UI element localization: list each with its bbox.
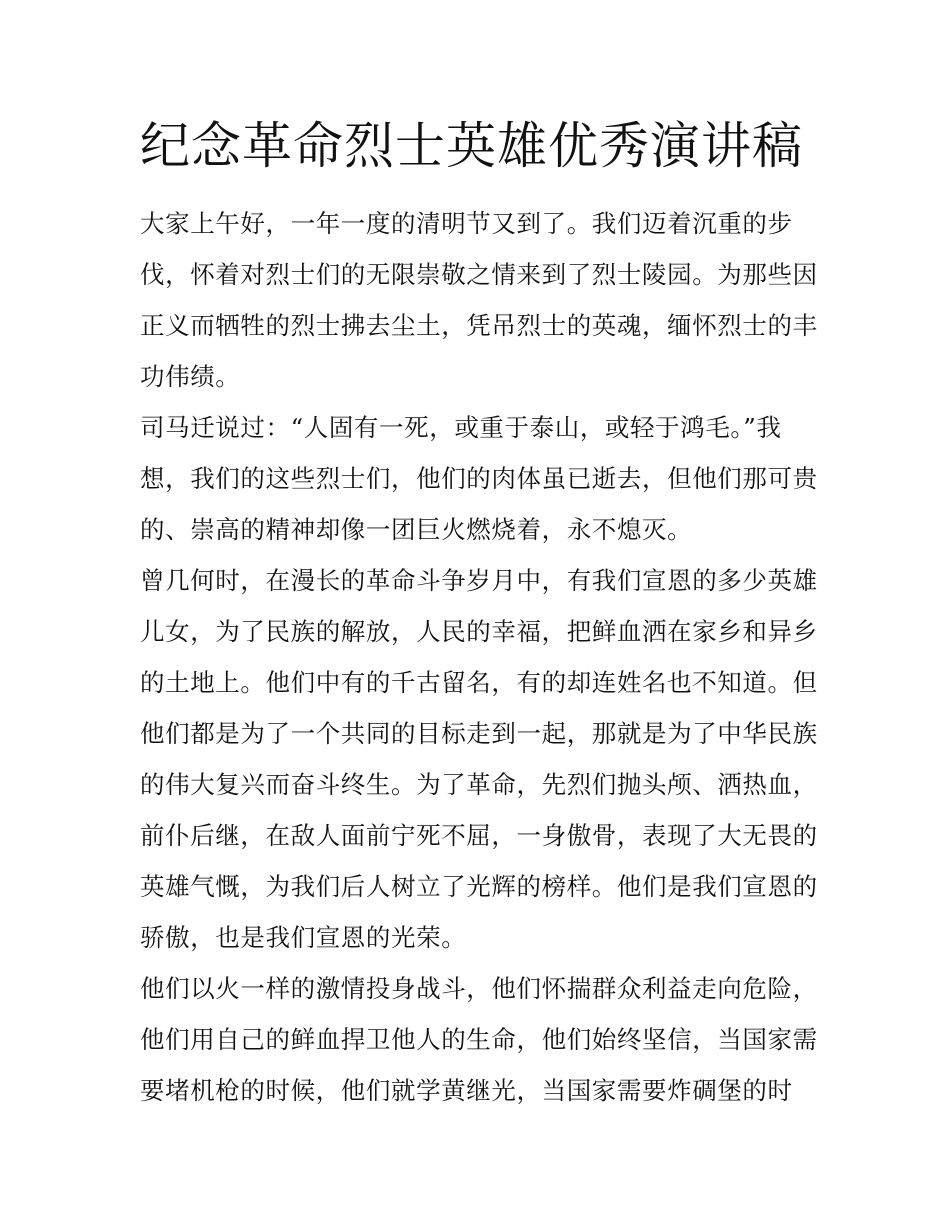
body-line: 他们以火一样的激情投身战斗，他们怀揣群众利益走向危险， [140, 974, 818, 1003]
body-line: 英雄气慨，为我们后人树立了光辉的榜样。他们是我们宣恩的 [140, 872, 818, 901]
body-line: 前仆后继，在敌人面前宁死不屈，一身傲骨，表现了大无畏的 [140, 821, 818, 850]
body-line: 骄傲，也是我们宣恩的光荣。 [140, 923, 467, 952]
body-line: 大家上午好，一年一度的清明节又到了。我们迈着沉重的步 [140, 209, 793, 238]
body-line: 他们用自己的鲜血捍卫他人的生命，他们始终坚信，当国家需 [140, 1025, 818, 1054]
body-line: 的土地上。他们中有的千古留名，有的却连姓名也不知道。但 [140, 668, 818, 697]
body-line: 曾几何时，在漫长的革命斗争岁月中，有我们宣恩的多少英雄 [140, 566, 818, 595]
document-body [140, 198, 830, 1116]
body-line: 功伟绩。 [140, 362, 241, 391]
body-line: 要堵机枪的时候，他们就学黄继光，当国家需要炸碉堡的时 [140, 1076, 793, 1105]
body-line: 正义而牺牲的烈士拂去尘土，凭吊烈士的英魂，缅怀烈士的丰 [140, 311, 818, 340]
body-line: 的伟大复兴而奋斗终生。为了革命，先烈们抛头颅、洒热血， [140, 770, 818, 799]
body-line: 伐，怀着对烈士们的无限崇敬之情来到了烈士陵园。为那些因 [140, 260, 818, 289]
body-line: 的、崇高的精神却像一团巨火燃烧着，永不熄灭。 [140, 515, 693, 544]
body-line: 他们都是为了一个共同的目标走到一起，那就是为了中华民族 [140, 719, 818, 748]
body-line: 儿女，为了民族的解放，人民的幸福，把鲜血洒在家乡和异乡 [140, 617, 818, 646]
body-line: 想，我们的这些烈士们，他们的肉体虽已逝去，但他们那可贵 [140, 464, 818, 493]
document-title: 纪念革命烈士英雄优秀演讲稿 [140, 117, 803, 175]
body-line: 司马迁说过：“人固有一死，或重于泰山，或轻于鸿毛。”我 [140, 413, 782, 442]
